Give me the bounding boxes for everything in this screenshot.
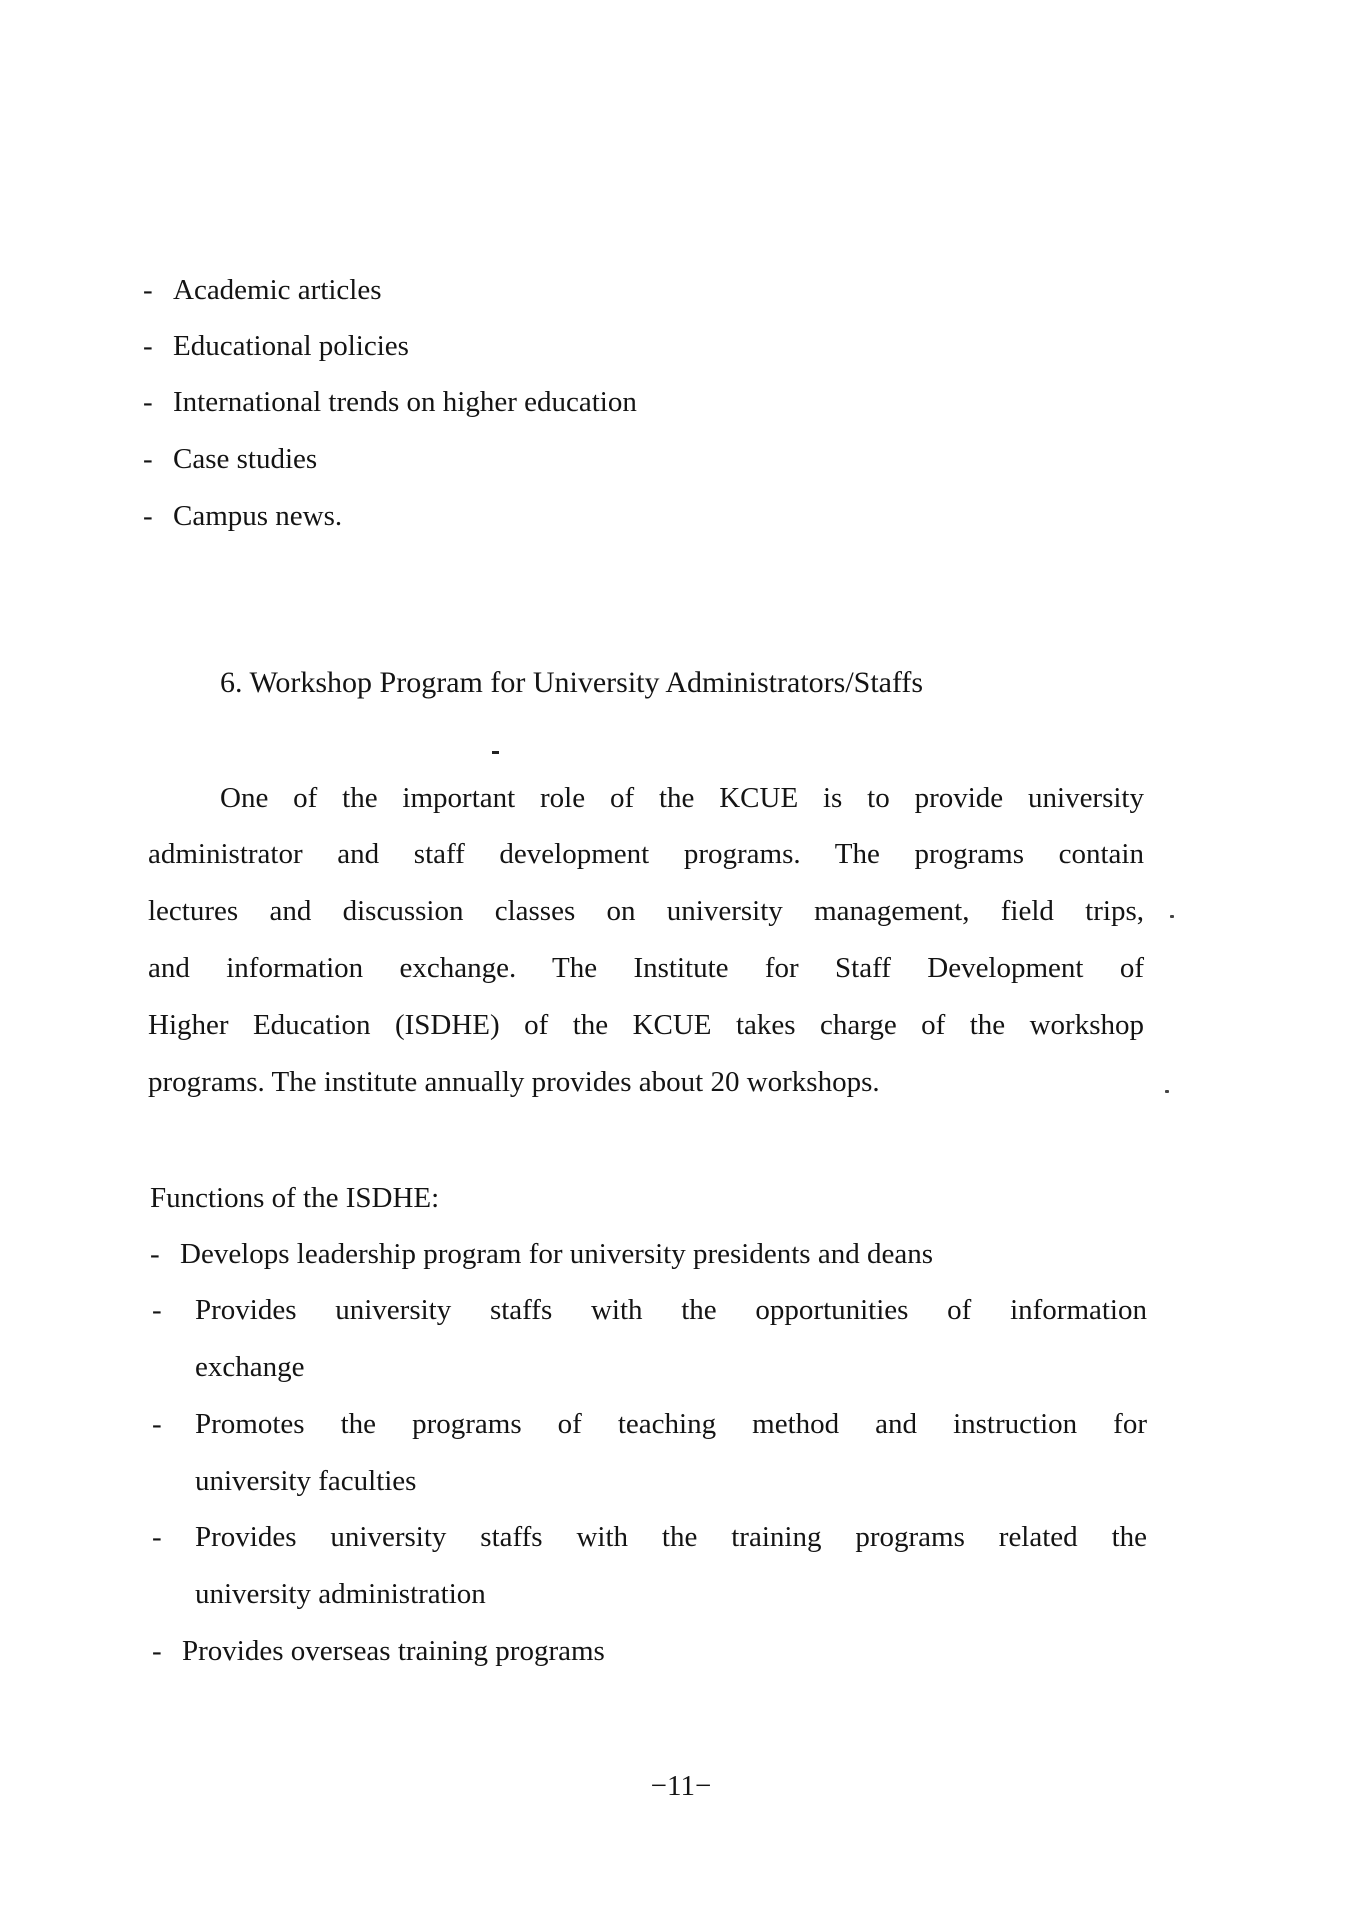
list-dash: - xyxy=(152,1635,162,1667)
list-dash: - xyxy=(152,1294,162,1326)
scan-speck xyxy=(1170,915,1174,918)
paragraph-line: and information exchange. The Institute for Staff Development of xyxy=(148,952,1144,984)
paragraph-line: One of the important role of the KCUE is to provide university xyxy=(220,782,1144,814)
list-dash: - xyxy=(143,500,153,532)
list-dash: - xyxy=(150,1238,160,1270)
function-item-information-exchange: Provides university staffs with the opportunities of information xyxy=(195,1294,1147,1326)
list-item-case-studies: - Case studies xyxy=(143,443,318,475)
section-heading: 6. Workshop Program for University Administrators/Staffs xyxy=(220,666,924,699)
paragraph-line: administrator and staff development programs. The programs contain xyxy=(148,838,1144,870)
function-item-training-programs: Provides university staffs with the training programs related the xyxy=(195,1521,1147,1553)
list-dash: - xyxy=(143,386,153,418)
function-item-overseas-training: - Provides overseas training programs xyxy=(152,1635,605,1667)
list-dash: - xyxy=(152,1408,162,1440)
list-dash: - xyxy=(143,443,153,475)
function-item-continuation: university administration xyxy=(195,1578,486,1610)
scan-mark xyxy=(492,751,499,754)
functions-title: Functions of the ISDHE: xyxy=(150,1182,440,1214)
function-item-continuation: university faculties xyxy=(195,1465,417,1497)
list-item-campus-news: - Campus news. xyxy=(143,500,343,532)
paragraph-line: Higher Education (ISDHE) of the KCUE takes charge of the workshop xyxy=(148,1009,1144,1041)
list-dash: - xyxy=(143,330,153,362)
paragraph-line: lectures and discussion classes on university management, field trips, xyxy=(148,895,1144,927)
function-item-leadership: - Develops leadership program for university presidents and deans xyxy=(150,1238,933,1270)
function-item-continuation: exchange xyxy=(195,1351,305,1383)
list-item-academic-articles: - Academic articles xyxy=(143,274,382,306)
list-dash: - xyxy=(143,274,153,306)
list-item-international-trends: - International trends on higher education xyxy=(143,386,637,418)
page-number: −11− xyxy=(650,1770,712,1802)
paragraph-line: programs. The institute annually provides about 20 workshops. xyxy=(148,1066,880,1098)
function-item-teaching-method: Promotes the programs of teaching method and instruction for xyxy=(195,1408,1147,1440)
scan-speck xyxy=(1165,1090,1169,1093)
list-dash: - xyxy=(152,1521,162,1553)
list-item-educational-policies: - Educational policies xyxy=(143,330,409,362)
